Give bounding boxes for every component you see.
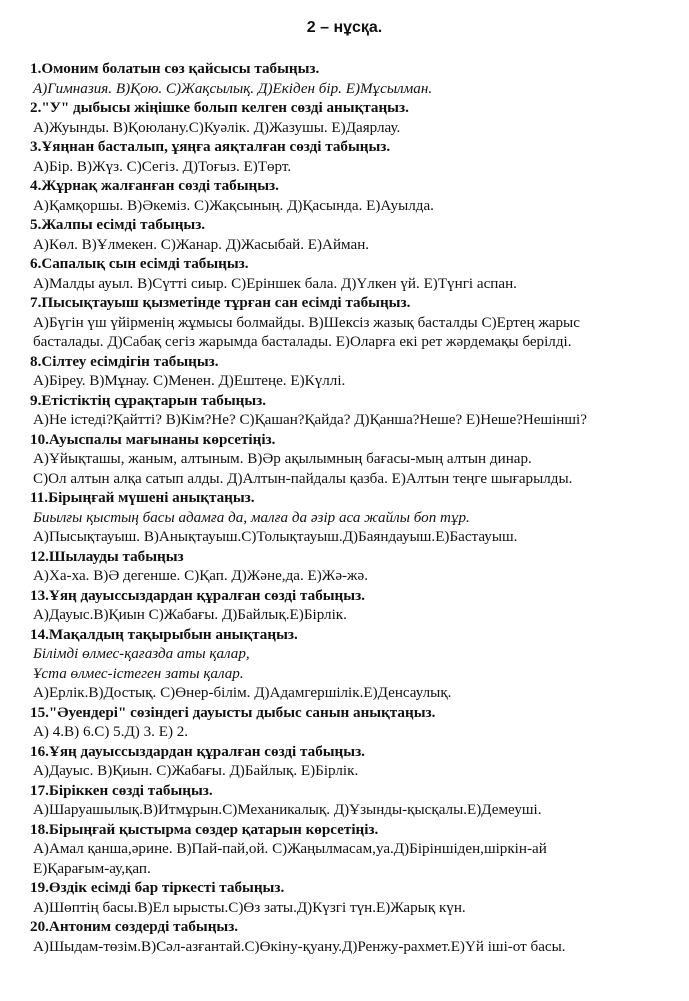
answer-options-line: Е)Қарағым-ау,қап.	[33, 860, 151, 877]
question-text: 3.Ұяңнан басталып, ұяңға аяқталған сөзді табыңыз.	[30, 139, 391, 155]
question-14	[29, 626, 683, 704]
answer-options-line: А)Дауыс.В)Қиын С)Жабағы. Д)Байлық.Е)Бірлік.	[33, 607, 347, 623]
answer-options-line: А)Не істеді?Қайтті? В)Кім?Не? С)Қашан?Қайда? Д)Қанша?Неше? Е)Неше?Нешінші?	[33, 412, 587, 428]
question-text: 6.Сапалық сын есімді табыңыз.	[30, 256, 249, 272]
answer-options-line: А)Көл. В)Ұлмекен. С)Жанар. Д)Жасыбай. Е)Айман.	[33, 236, 370, 253]
question-text: 12.Шылауды табыңыз	[30, 548, 184, 565]
question-text: 20.Антоним сөздерді табыңыз.	[30, 919, 239, 935]
question-18	[29, 821, 683, 880]
answer-options-line: С)Ол алтын алқа сатып алды. Д)Алтын-пайдалы қазба. Е)Алтын теңге шығарылды.	[33, 470, 573, 487]
question-6	[29, 255, 683, 294]
question-12	[29, 548, 683, 587]
question-text: 16.Ұяң дауыссыздардан құралған сөзді табыңыз.	[30, 743, 365, 760]
answer-options-line: А)Бір. В)Жүз. С)Сегіз. Д)Тоғыз. Е)Төрт.	[33, 158, 292, 175]
question-text: 8.Сілтеу есімдігін табыңыз.	[30, 353, 219, 370]
answer-options-line: А)Шаруашылық.В)Итмұрын.С)Механикалық. Д)Ұзынды-қысқалы.Е)Демеуші.	[33, 802, 542, 818]
question-text: 9.Етістіктің сұрақтарын табыңыз.	[30, 392, 267, 409]
question-9	[29, 392, 683, 431]
question-16	[29, 743, 683, 782]
question-10	[29, 431, 683, 490]
question-text: 5.Жалпы есімді табыңыз.	[30, 217, 206, 233]
page-title: 2 – нұсқа.	[306, 19, 383, 36]
question-3	[29, 138, 683, 177]
quoted-text-line: А)Гимназия. В)Қою. С)Жақсылық. Д)Екіден бір. Е)Мұсылман.	[33, 80, 433, 97]
question-1	[29, 60, 683, 99]
answer-options-line: А)Біреу. В)Мұнау. С)Менен. Д)Ештеңе. Е)Күллі.	[33, 373, 346, 389]
question-list	[29, 60, 683, 957]
question-text: 17.Біріккен сөзді табыңыз.	[30, 782, 213, 799]
answer-options-line: А)Қамқоршы. В)Әкеміз. С)Жақсының. Д)Қасында. Е)Ауылда.	[33, 197, 434, 214]
answer-options-line: А)Пысықтауыш. В)Анықтауыш.С)Толықтауыш.Д)Баяндауыш.Е)Бастауыш.	[33, 529, 518, 545]
answer-options-line: А)Ерлік.В)Достық. С)Өнер-білім. Д)Адамгершілік.Е)Денсаулық.	[33, 685, 452, 701]
answer-options-line: А)Ұйықташы, жаным, алтыным. В)Әр ақылымның бағасы-мың алтын динар.	[33, 451, 532, 467]
answer-options-line: А) 4.В) 6.С) 5.Д) 3. Е) 2.	[33, 724, 189, 740]
question-7	[29, 294, 683, 353]
answer-options-line: А)Амал қанша,әрине. В)Пай-пай,ой. С)Жаңылмасам,уа.Д)Біріншіден,шіркін-ай	[33, 841, 547, 857]
question-text: 10.Ауыспалы мағынаны көрсетіңіз.	[30, 431, 276, 448]
question-17	[29, 782, 683, 821]
question-4	[29, 177, 683, 216]
answer-options-line: А)Ха-ха. В)Ә дегенше. С)Қап. Д)Және,да. Е)Жә-жә.	[33, 568, 368, 584]
answer-options-line: А)Шөптің басы.В)Ел ырысты.С)Өз заты.Д)Күзгі түн.Е)Жарық күн.	[33, 899, 466, 916]
question-15	[29, 704, 683, 743]
question-text: 15."Әуендері" сөзіндегі дауысты дыбыс санын анықтаңыз.	[30, 704, 436, 721]
answer-options-line: А)Дауыс. В)Қиын. С)Жабағы. Д)Байлық. Е)Бірлік.	[33, 763, 359, 779]
question-text: 14.Мақалдың тақырыбын анықтаңыз.	[30, 626, 298, 643]
question-20	[29, 918, 683, 957]
answer-options-line: басталады. Д)Сабақ сегіз жарымда басталады. Е)Оларға екі рет жәрдемақы берілді.	[33, 334, 572, 350]
quoted-text-line: Білімді өлмес-қағазда аты қалар,	[33, 646, 250, 662]
quoted-text-line: Биылғы қыстың басы адамға да, малға да әзір аса жайлы боп тұр.	[33, 509, 470, 526]
quoted-text-line: Ұста өлмес-істеген заты қалар.	[33, 665, 244, 682]
answer-options-line: А)Жуынды. В)Қоюлану.С)Куәлік. Д)Жазушы. Е)Даярлау.	[33, 119, 401, 136]
question-2	[29, 99, 683, 138]
question-13	[29, 587, 683, 626]
question-text: 1.Омоним болатын сөз қайсысы табыңыз.	[30, 61, 320, 77]
question-text: 18.Бірыңғай қыстырма сөздер қатарын көрсетіңіз.	[30, 821, 379, 838]
question-text: 4.Жұрнақ жалғанған сөзді табыңыз.	[30, 178, 279, 194]
answer-options-line: А)Малды ауыл. В)Сүтті сиыр. С)Еріншек бала. Д)Үлкен үй. Е)Түнгі аспан.	[33, 275, 517, 292]
question-8	[29, 353, 683, 392]
question-text: 11.Бірыңғай мүшені анықтаңыз.	[30, 490, 255, 506]
question-text: 7.Пысықтауыш қызметінде тұрған сан есімді табыңыз.	[30, 295, 411, 311]
answer-options-line: А)Бүгін үш үйірменің жұмысы болмайды. В)Шексіз жазық басталды С)Ертең жарыс	[33, 314, 580, 331]
question-19	[29, 879, 683, 918]
question-5	[29, 216, 683, 255]
question-11	[29, 489, 683, 548]
question-text: 13.Ұяң дауыссыздардан құралған сөзді табыңыз.	[30, 587, 365, 604]
question-text: 2."У" дыбысы жіңішке болып келген сөзді анықтаңыз.	[30, 100, 409, 116]
answer-options-line: А)Шыдам-төзім.В)Сәл-азғантай.С)Өкіну-қуану.Д)Ренжу-рахмет.Е)Үй іші-от басы.	[33, 938, 566, 955]
question-text: 19.Өздік есімді бар тіркесті табыңыз.	[30, 880, 285, 896]
